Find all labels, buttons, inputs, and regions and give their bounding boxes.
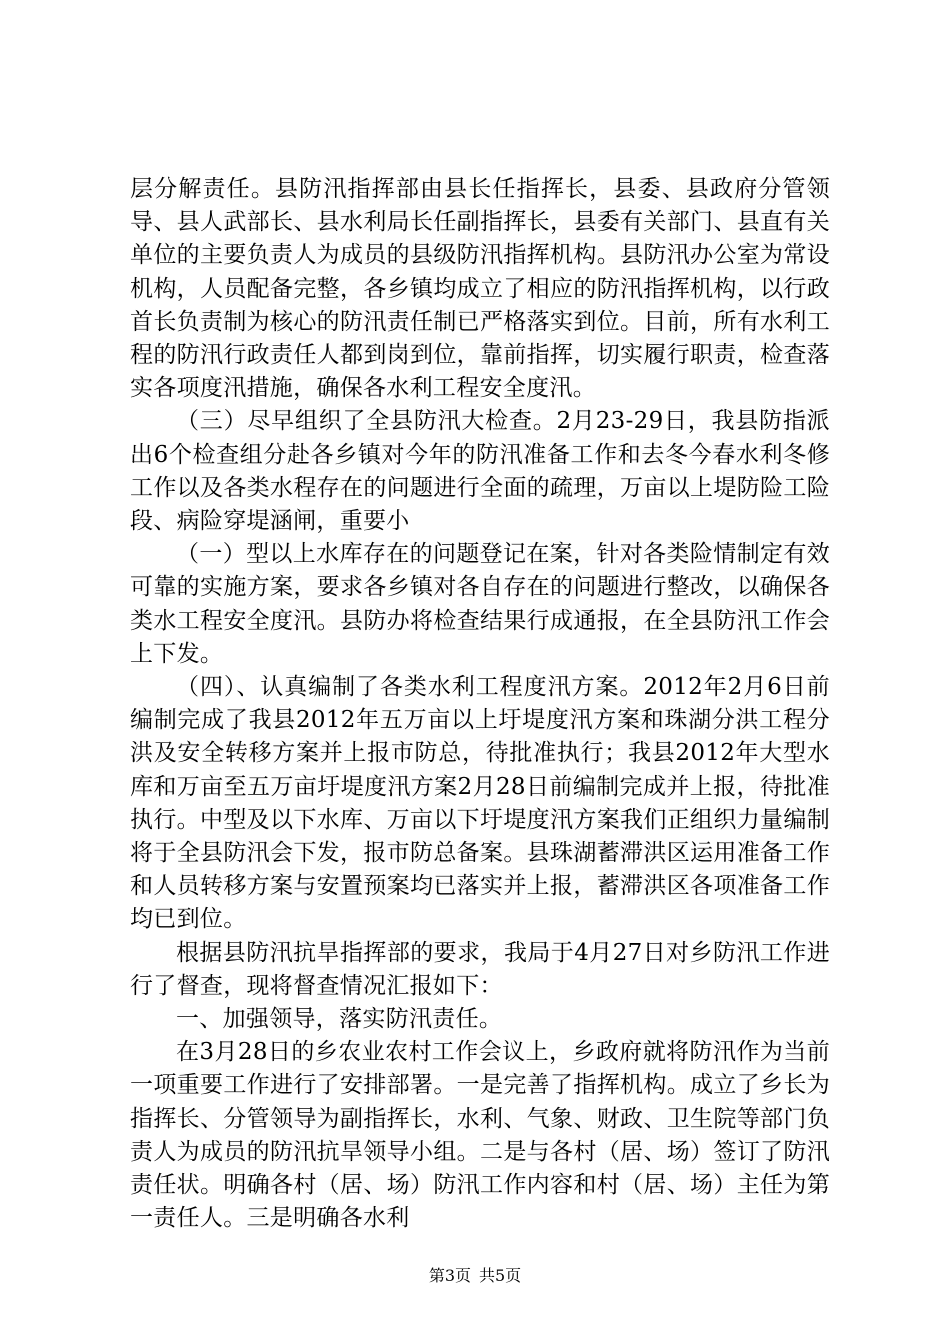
paragraph-5: 根据县防汛抗旱指挥部的要求，我局于4月27日对乡防汛工作进行了督查，现将督查情况汇报如下： [130, 939, 830, 999]
paragraph-2: （三）尽早组织了全县防汛大检查。2月23-29日，我县防指派出6个检查组分赴各乡镇对今年的防汛准备工作和去冬今春水利冬修工作以及各类水程存在的问题进行全面的疏理，万亩以上堤防险工险段、病险穿堤涵闸，重要小 [130, 408, 830, 535]
page-number: 第3页 [428, 1266, 471, 1285]
paragraph-1: 层分解责任。县防汛指挥部由县长任指挥长，县委、县政府分管领导、县人武部长、县水利局长任副指挥长，县委有关部门、县直有关单位的主要负责人为成员的县级防汛指挥机构。县防汛办公室为常设机构，人员配备完整，各乡镇均成立了相应的防汛指挥机构，以行政首长负责制为核心的防汛责任制已严格落实到位。目前，所有水利工程的防汛行政责任人都到岗到位，靠前指挥，切实履行职责，检查落实各项度汛措施，确保各水利工程安全度汛。 [130, 176, 830, 402]
page-total: 共5页 [479, 1266, 522, 1285]
section-heading: 一、加强领导，落实防汛责任。 [176, 1006, 503, 1033]
page-footer [0, 1266, 950, 1286]
document-body [130, 173, 830, 1236]
paragraph-3: （一）型以上水库存在的问题登记在案，针对各类险情制定有效可靠的实施方案，要求各乡镇对各自存在的问题进行整改，以确保各类水工程安全度汛。县防办将检查结果行成通报，在全县防汛工作会上下发。 [130, 541, 830, 667]
paragraph-4: （四）、认真编制了各类水利工程度汛方案。2012年2月6日前编制完成了我县2012年五万亩以上圩堤度汛方案和珠湖分洪工程分洪及安全转移方案并上报市防总，待批准执行；我县2012年大型水库和万亩至五万亩圩堤度汛方案2月28日前编制完成并上报，待批准执行。中型及以下水库、万亩以下圩堤度汛方案我们正组织力量编制将于全县防汛会下发，报市防总备案。县珠湖蓄滞洪区运用准备工作和人员转移方案与安置预案均已落实并上报，蓄滞洪区各项准备工作均已到位。 [130, 674, 830, 933]
paragraph-7: 在3月28日的乡农业农村工作会议上，乡政府就将防汛作为当前一项重要工作进行了安排部署。一是完善了指挥机构。成立了乡长为指挥长、分管领导为副指挥长，水利、气象、财政、卫生院等部门负责人为成员的防汛抗旱领导小组。二是与各村（居、场）签订了防汛责任状。明确各村（居、场）防汛工作内容和村（居、场）主任为第一责任人。三是明确各水利 [130, 1039, 830, 1232]
